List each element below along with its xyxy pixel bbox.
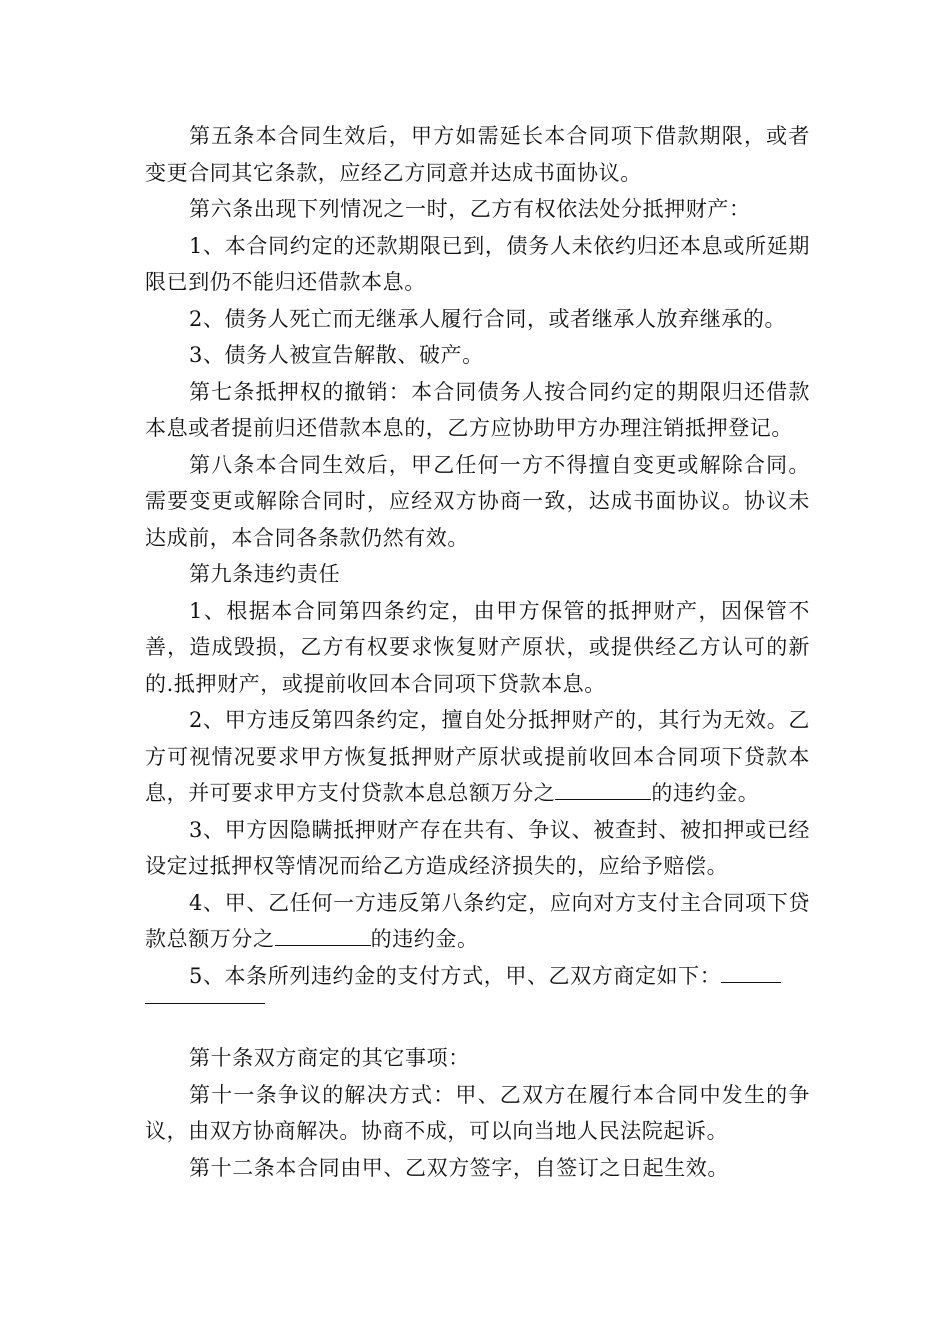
fill-blank-loan-penalty-rate[interactable] bbox=[275, 923, 371, 946]
article-9-item-2-text: 2、甲方违反第四条约定，擅自处分抵押财产的，其行为无效。乙方可视情况要求甲方恢复抵押财产原状或提前收回本合同项下贷款本息，并可要求甲方支付贷款本息总额万分之 bbox=[145, 708, 810, 805]
contract-body bbox=[145, 118, 810, 1186]
article-9-item-5-text: 5、本条所列违约金的支付方式，甲、乙双方商定如下： bbox=[189, 963, 722, 988]
fill-blank-penalty-rate[interactable] bbox=[555, 777, 651, 800]
fill-blank-payment-method-continued[interactable] bbox=[145, 1003, 265, 1004]
article-9-item-3: 3、甲方因隐瞒抵押财产存在共有、争议、被查封、被扣押或已经设定过抵押权等情况而给乙方造成经济损失的，应给予赔偿。 bbox=[145, 817, 810, 878]
article-9-heading: 第九条违约责任 bbox=[189, 562, 341, 586]
article-6: 第六条出现下列情况之一时，乙方有权依法处分抵押财产： bbox=[189, 197, 751, 221]
article-9-item-2-tail: 的违约金。 bbox=[651, 781, 760, 805]
article-6-item-1: 1、本合同约定的还款期限已到，债务人未依约归还本息或所延期限已到仍不能归还借款本息。 bbox=[145, 233, 810, 294]
article-9-item-4 bbox=[145, 885, 810, 958]
article-5: 第五条本合同生效后，甲方如需延长本合同项下借款期限，或者变更合同其它条款，应经乙方同意并达成书面协议。 bbox=[145, 124, 810, 185]
article-6-item-2: 2、债务人死亡而无继承人履行合同，或者继承人放弃继承的。 bbox=[189, 306, 787, 331]
fill-blank-payment-method[interactable] bbox=[721, 960, 781, 983]
article-11: 第十一条争议的解决方式：甲、乙双方在履行本合同中发生的争议，由双方协商解决。协商不成，可以向当地人民法院起诉。 bbox=[145, 1082, 810, 1143]
article-9-item-1: 1、根据本合同第四条约定，由甲方保管的抵押财产，因保管不善，造成毁损，乙方有权要求恢复财产原状，或提供经乙方认可的新的.抵押财产，或提前收回本合同项下贷款本息。 bbox=[145, 598, 810, 696]
article-9-item-5 bbox=[145, 958, 810, 995]
article-6-item-3: 3、债务人被宣告解散、破产。 bbox=[189, 343, 484, 367]
article-12: 第十二条本合同由甲、乙双方签字，自签订之日起生效。 bbox=[189, 1155, 729, 1180]
article-9-item-4-text: 4、甲、乙任何一方违反第八条约定，应向对方支付主合同项下贷款总额万分之 bbox=[145, 890, 810, 951]
article-8: 第八条本合同生效后，甲乙任何一方不得擅自变更或解除合同。需要变更或解除合同时，应经双方协商一致，达成书面协议。协议未达成前，本合同各条款仍然有效。 bbox=[145, 452, 810, 550]
article-7: 第七条抵押权的撤销：本合同债务人按合同约定的期限归还借款本息或者提前归还借款本息的，乙方应协助甲方办理注销抵押登记。 bbox=[145, 379, 810, 440]
article-10: 第十条双方商定的其它事项： bbox=[189, 1046, 470, 1070]
article-9-item-4-tail: 的违约金。 bbox=[370, 927, 479, 951]
article-9-item-2 bbox=[145, 702, 810, 812]
